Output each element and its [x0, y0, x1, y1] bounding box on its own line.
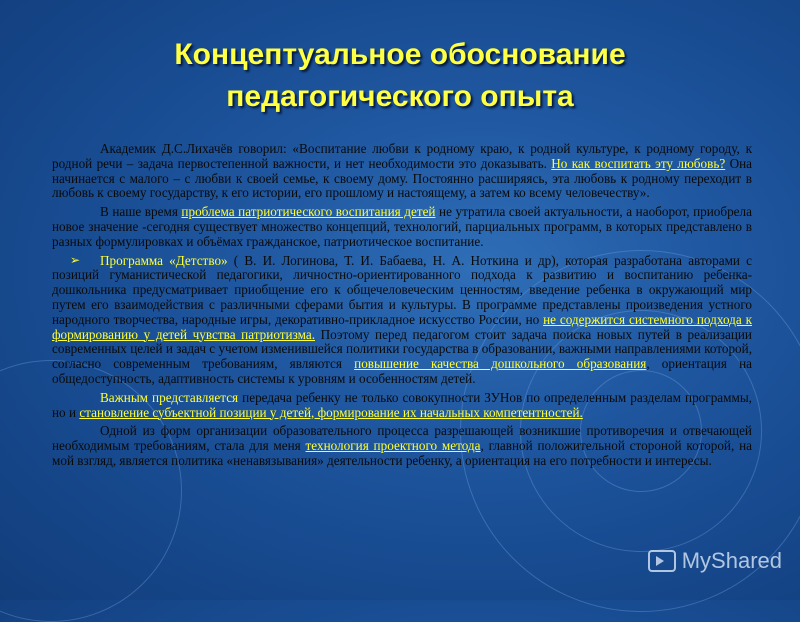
text-run: Она начинается с малого – с любви к своей семье, к своему дому. Постоянно расширяясь, эта любовь к родному переходит в любовь к своему государству, к его истории, его прошлому и настоящему, а затем ко всему человечеству».	[52, 155, 752, 201]
highlight-text: технология проектного метода	[305, 438, 481, 454]
paragraph-project-method	[52, 424, 752, 468]
text-run: Одной из форм организации образовательного процесса разрешающей возникшие противоречия и отвечающей необходимым требованиям, стала для меня	[52, 423, 752, 454]
highlight-text: Программа «Детство»	[100, 252, 228, 268]
paragraph-important	[52, 391, 752, 421]
slide-title-line2: педагогического опыта	[226, 80, 574, 113]
slide-title	[0, 34, 800, 118]
myshared-watermark	[648, 548, 782, 574]
highlight-text: становление субъектной позиции у детей, формирование их начальных компетентностей.	[79, 404, 583, 420]
highlight-text: повышение качества дошкольного образования	[354, 356, 647, 372]
text-run: , главной положительной стороной которой, на мой взгляд, является политика «ненавязывания» деятельности ребенку, а ориентация на его потребности и интересы.	[52, 438, 752, 468]
text-run: не утратила своей актуальности, а наоборот, приобрела новое значение -сегодня существует множество концепций, технологий, парциальных программ, в которых представлено в разных формулировках и объёмах гражданское, патриотическое воспитание.	[52, 204, 752, 249]
highlight-text: не содержится системного подхода к формированию у детей чувства патриотизма.	[52, 311, 752, 342]
highlight-text: проблема патриотического воспитания детей	[181, 204, 436, 220]
highlight-text: Но как воспитать эту любовь?	[551, 155, 726, 171]
text-run: ( В. И. Логинова, Т. И. Бабаева, Н. А. Ноткина и др), которая разработана авторами с позиций гуманистической педагогики, личностно-ориентированного подхода к развитию и воспитанию ребенка-дошкольника предусматривает приобщение его к общечеловеческим ценностям, введение ребенка в окружающий мир путем его взаимодействия с различными сферами бытия и культуры. В программе представлены произведения устного народного творчества, народные игры, декоративно-прикладное искусство России, но	[52, 252, 752, 327]
slide-body	[52, 142, 752, 473]
text-run: Академик Д.С.Лихачёв говорил: «Воспитание любви к родному краю, к родной культуре, к родному городу, к родной речи – задача первостепенной важности, и нет необходимости это доказывать.	[52, 141, 752, 171]
paragraph-patriotic-education	[52, 205, 752, 249]
presentation-icon	[648, 550, 676, 572]
watermark-text: MyShared	[681, 548, 782, 573]
arrow-bullet-icon: ➢	[70, 252, 81, 267]
highlight-text: Важным представляется	[100, 389, 239, 405]
text-run: В наше время	[100, 204, 182, 220]
paragraph-likhachev-quote	[52, 142, 752, 201]
text-run: передача ребенку не только совокупности ЗУНов по определенным разделам программы, но и	[52, 389, 752, 420]
paragraph-program-childhood	[52, 254, 752, 387]
text-run: , ориентация на общедоступность, адаптивность системы к уровням и особенностям детей.	[52, 356, 753, 386]
text-run: Поэтому перед педагогом стоит задача поиска новых путей в реализации современных целей и задач с учетом изменившейся политики государства в образовании, важными направлениями которой, согласно современным требованиям, являются	[52, 326, 752, 372]
slide-title-line1: Концептуальное обоснование	[174, 38, 626, 71]
